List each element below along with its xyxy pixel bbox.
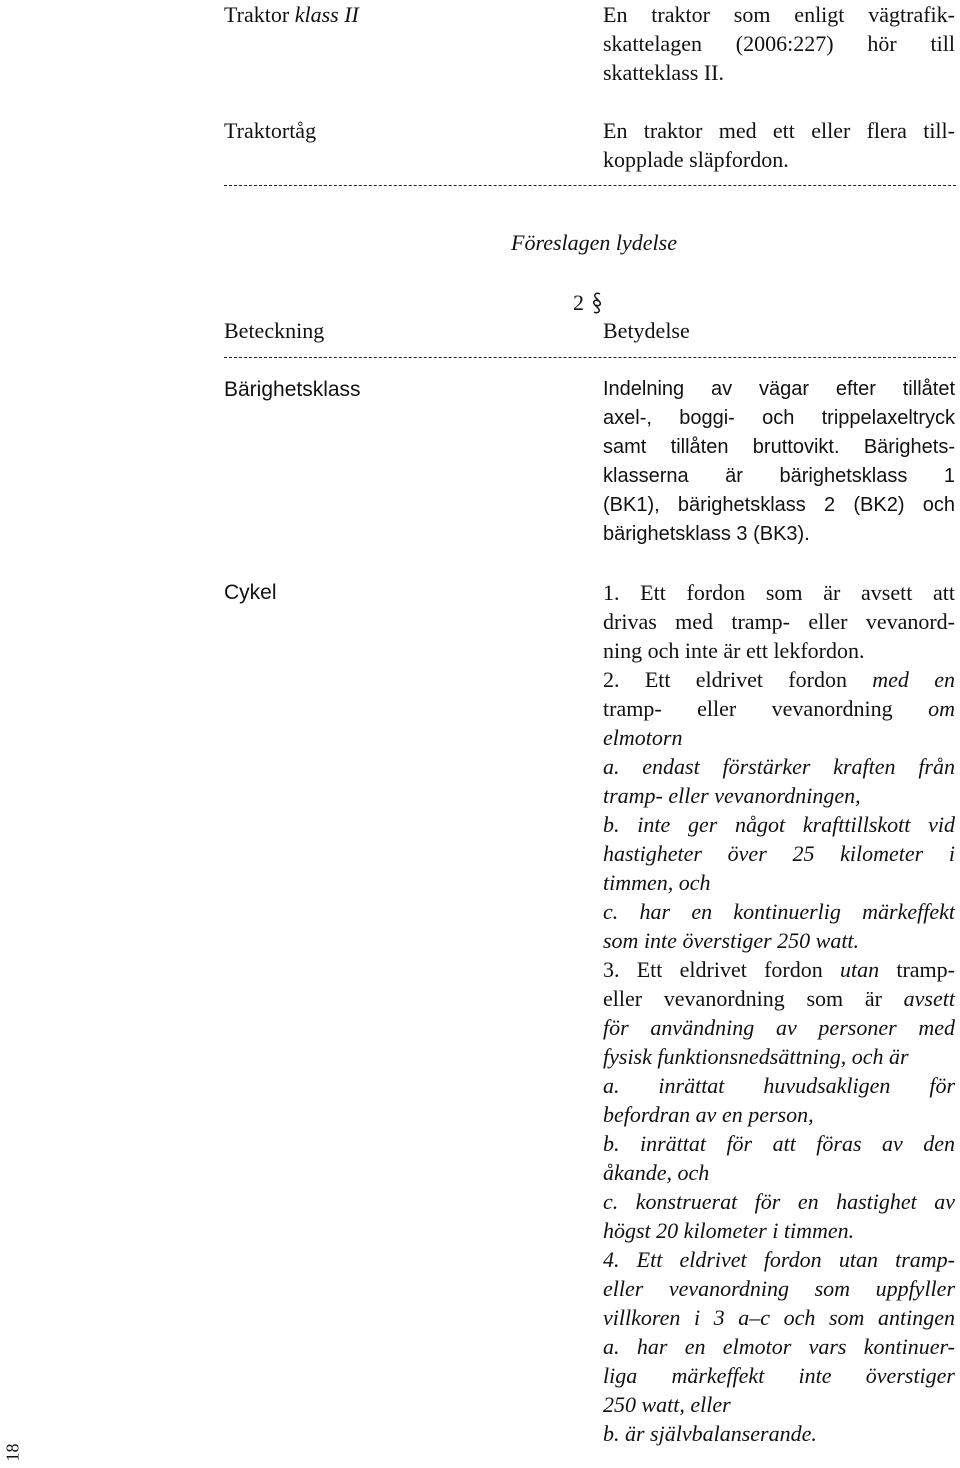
- def-line: (BK1), bärighetsklass 2 (BK2) och: [603, 494, 955, 516]
- def-line: 4. Ett eldrivet fordon utan tramp-: [603, 1247, 955, 1272]
- def-line: a. har en elmotor vars kontinuer-: [603, 1334, 955, 1359]
- def-line: för användning av personer med: [603, 1015, 955, 1040]
- def-line: En traktor som enligt vägtrafik-: [603, 2, 955, 27]
- column-header-def: Betydelse: [603, 318, 690, 343]
- def-line: eller vevanordning som uppfyller: [603, 1276, 955, 1301]
- def-line: kopplade släpfordon.: [603, 147, 789, 172]
- def-line: [603, 694, 955, 723]
- text-run: eller vevanordning som är: [603, 986, 904, 1011]
- def-line: b. inte ger något krafttillskott vid: [603, 812, 955, 837]
- text-run-italic: om: [928, 696, 955, 721]
- def-line: skatteklass II.: [603, 60, 724, 85]
- term-text: Traktor: [224, 2, 295, 27]
- def-line: axel-, boggi- och trippelaxeltryck: [603, 407, 955, 429]
- def-line: [603, 665, 955, 694]
- text-run-italic: med en: [872, 667, 955, 692]
- def-line: [603, 955, 955, 984]
- def-line: timmen, och: [603, 870, 711, 895]
- term-italic: klass II: [294, 2, 359, 27]
- def-line: befordran av en person,: [603, 1102, 814, 1127]
- term-cykel: Cykel: [224, 581, 277, 604]
- section-number: [573, 288, 602, 316]
- def-line: ning och inte är ett lekfordon.: [603, 638, 865, 663]
- column-header-term: Beteckning: [224, 318, 325, 343]
- def-line: a. inrättat huvudsakligen för: [603, 1073, 955, 1098]
- def-line: b. är självbalanserande.: [603, 1421, 817, 1446]
- text-run: 3. Ett eldrivet fordon: [603, 957, 840, 982]
- def-line: c. har en kontinuerlig märkeffekt: [603, 899, 955, 924]
- text-run: 2. Ett eldrivet fordon: [603, 667, 873, 692]
- def-line: högst 20 kilometer i timmen.: [603, 1218, 855, 1243]
- text-run: tramp-: [879, 957, 955, 982]
- proposed-heading: Föreslagen lydelse: [511, 230, 677, 255]
- def-line: skattelagen (2006:227) hör till: [603, 31, 955, 56]
- term-traktortag: Traktortåg: [224, 118, 317, 143]
- def-line: klasserna är bärighetsklass 1: [603, 465, 955, 487]
- section-sign-icon: [592, 292, 602, 310]
- def-line: c. konstruerat för en hastighet av: [603, 1189, 955, 1214]
- dashed-divider: [224, 185, 956, 186]
- def-line: villkoren i 3 a–c och som antingen: [603, 1305, 955, 1330]
- def-line: 250 watt, eller: [603, 1392, 731, 1417]
- def-line: [603, 984, 955, 1013]
- def-line: som inte överstiger 250 watt.: [603, 928, 860, 953]
- def-line: bärighetsklass 3 (BK3).: [603, 523, 810, 545]
- term-barighetsklass: Bärighetsklass: [224, 378, 361, 401]
- section-number-text: 2: [573, 290, 584, 315]
- dashed-divider: [224, 357, 956, 358]
- def-line: En traktor med ett eller flera till-: [603, 118, 955, 143]
- def-line: åkande, och: [603, 1160, 710, 1185]
- text-run-italic: utan: [839, 957, 880, 982]
- def-line: liga märkeffekt inte överstiger: [603, 1363, 955, 1388]
- def-cykel: [603, 578, 955, 1448]
- def-line: b. inrättat för att föras av den: [603, 1131, 955, 1156]
- def-line: Indelning av vägar efter tillåtet: [603, 378, 955, 400]
- def-line: 1. Ett fordon som är avsett att: [603, 580, 955, 605]
- def-line: hastigheter över 25 kilometer i: [603, 841, 955, 866]
- def-traktortag: [603, 116, 955, 174]
- def-traktor-klass-ii: [603, 0, 955, 87]
- def-line: drivas med tramp- eller vevanord-: [603, 609, 955, 634]
- def-barighetsklass: [603, 375, 955, 549]
- text-run: tramp- eller vevanordning: [603, 696, 929, 721]
- def-line: a. endast förstärker kraften från: [603, 754, 955, 779]
- def-line: samt tillåten bruttovikt. Bärighets-: [603, 436, 955, 458]
- def-line: tramp- eller vevanordningen,: [603, 783, 861, 808]
- def-line: elmotorn: [603, 725, 683, 750]
- text-run-italic: avsett: [903, 986, 955, 1011]
- page-number: 18: [2, 1443, 23, 1462]
- term-traktor-klass-ii: [224, 0, 359, 29]
- def-line: fysisk funktionsnedsättning, och är: [603, 1044, 909, 1069]
